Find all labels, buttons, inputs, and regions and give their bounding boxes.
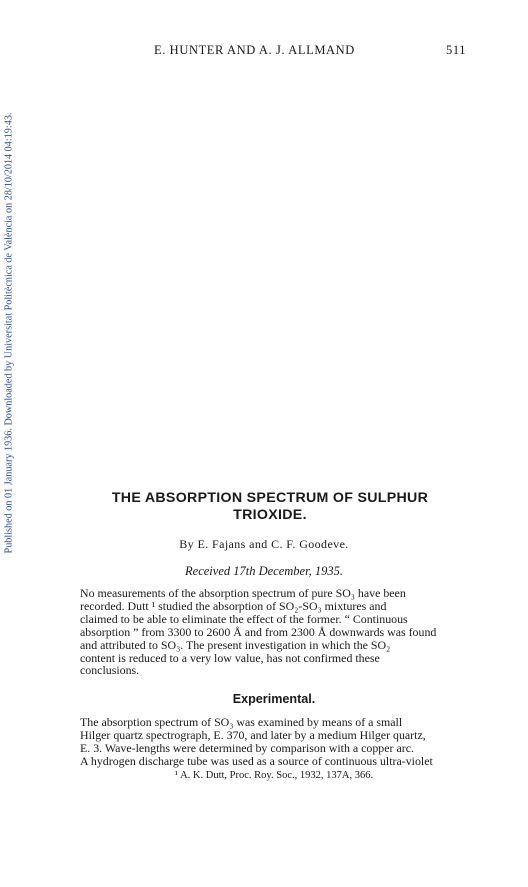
paragraph-line: conclusions. [80,663,140,678]
running-header-authors: E. HUNTER AND A. J. ALLMAND [154,43,355,57]
paragraph-line: No measurements of the absorption spectrum of pure SO₃ have been [80,586,406,600]
section-heading-experimental: Experimental. [232,692,316,706]
paragraph-line: A hydrogen discharge tube was used as a source of continuous ultra-violet [80,753,433,768]
paragraph-line: claimed to be able to eliminate the effect of the former. “ Continuous [80,611,408,626]
download-watermark [2,96,16,570]
article-title [50,490,490,524]
paragraph-line: and attributed to SO₃. The present investigation in which the SO₂ [80,637,391,652]
intro-paragraph [80,587,468,677]
running-header [0,43,528,63]
paragraph-line: absorption ” from 3300 to 2600 Å and from 2300 Å downwards was found [80,624,437,639]
article-title-line: THE ABSORPTION SPECTRUM OF SULPHUR [111,490,429,506]
received-date: Received 17th December, 1935. [185,564,343,578]
download-watermark-text: Published on 01 January 1936. Downloaded by Universitat Politècnica de València on 28/10/2014 04:19:43. [3,112,15,554]
article-title-line: TRIOXIDE. [233,507,307,523]
experimental-paragraph [80,716,468,768]
paragraph-line: E. 3. Wave-lengths were determined by comparison with a copper arc. [80,740,414,755]
paragraph-line: recorded. Dutt ¹ studied the absorption of SO₂-SO₃ mixtures and [80,598,387,613]
paragraph-line: The absorption spectrum of SO₃ was examined by means of a small [80,715,403,729]
byline: By E. Fajans and C. F. Goodeve. [179,537,349,551]
footnote: ¹ A. K. Dutt, Proc. Roy. Soc., 1932, 137A, 366. [174,770,374,781]
page-number: 511 [446,43,467,57]
paragraph-line: Hilger quartz spectrograph, E. 370, and later by a medium Hilger quartz, [80,727,426,742]
paragraph-line: content is reduced to a very low value, has not confirmed these [80,650,380,665]
